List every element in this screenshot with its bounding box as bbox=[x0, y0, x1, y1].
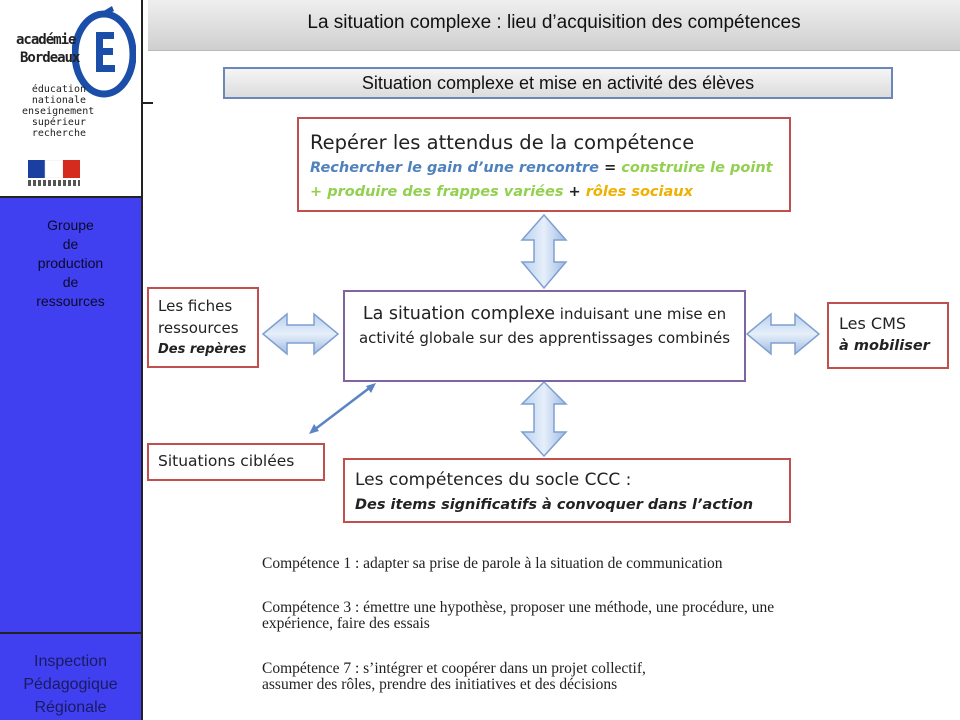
socle-box bbox=[343, 458, 791, 523]
competence-3-line1: Compétence 3 : émettre une hypothèse, proposer une méthode, une procédure, une bbox=[262, 599, 775, 616]
reperer-title: Repérer les attendus de la compétence bbox=[310, 131, 695, 154]
page-title: La situation complexe : lieu d’acquisition des compétences bbox=[307, 12, 801, 33]
group-line: Groupe bbox=[47, 217, 94, 233]
situations-ciblees-box bbox=[147, 443, 325, 481]
cms-box bbox=[827, 302, 949, 369]
section-title: Situation complexe et mise en activité des élèves bbox=[223, 67, 893, 99]
fiches-box bbox=[147, 287, 259, 368]
cms-line1: Les CMS bbox=[839, 314, 907, 333]
reperer-box bbox=[297, 117, 791, 212]
reperer-part1: Rechercher le gain d’une rencontre bbox=[310, 160, 600, 176]
reperer-eq: = bbox=[599, 160, 622, 176]
cms-line2: à mobiliser bbox=[839, 338, 930, 354]
fiches-line3: Des repères bbox=[158, 342, 247, 357]
double-arrow-vertical-bottom-icon bbox=[522, 382, 566, 456]
socle-title: Les compétences du socle CCC : bbox=[355, 470, 632, 490]
group-line: de bbox=[62, 274, 79, 290]
reperer-part2: construire le point + produire des frappes variées bbox=[310, 160, 773, 200]
situation-complexe-box bbox=[343, 290, 746, 382]
competence-3 bbox=[262, 600, 902, 632]
situation-title: La situation complexe bbox=[362, 304, 556, 324]
ciblees-label: Situations ciblées bbox=[158, 452, 295, 470]
reperer-plus: + bbox=[563, 184, 586, 200]
competence-1: Compétence 1 : adapter sa prise de parole à la situation de communication bbox=[262, 555, 723, 572]
competence-7-line2: assumer des rôles, prendre des initiatives et des décisions bbox=[262, 676, 618, 693]
competence-7-line1: Compétence 7 : s’intégrer et coopérer dans un projet collectif, bbox=[262, 660, 646, 677]
double-arrow-left-icon bbox=[263, 314, 338, 354]
situation-rest: induisant une mise en activité globale sur des apprentissages combinés bbox=[358, 305, 731, 347]
inspection-line: Pédagogique bbox=[23, 676, 118, 693]
academie-label: académie bbox=[16, 32, 76, 48]
diagonal-arrow-icon bbox=[309, 383, 376, 434]
bordeaux-label: Bordeaux bbox=[20, 50, 80, 66]
inspection-line: Régionale bbox=[34, 699, 107, 716]
ministry-line: éducation bbox=[31, 84, 86, 95]
ministry-line: recherche bbox=[31, 128, 86, 139]
group-line: de bbox=[62, 236, 79, 252]
group-line: ressources bbox=[36, 293, 105, 309]
ministry-line: nationale bbox=[31, 95, 86, 106]
group-line: production bbox=[37, 255, 104, 271]
inspection-line: Inspection bbox=[34, 653, 107, 670]
reperer-detail bbox=[310, 156, 789, 204]
competence-7 bbox=[262, 661, 902, 693]
double-arrow-right-icon bbox=[747, 314, 819, 354]
ministry-line: enseignement bbox=[22, 106, 95, 117]
double-arrow-vertical-top-icon bbox=[522, 215, 566, 288]
fiches-line1: Les fiches bbox=[158, 297, 233, 315]
socle-sub: Des items significatifs à convoquer dans l’action bbox=[355, 497, 754, 513]
competence-3-line2: expérience, faire des essais bbox=[262, 615, 430, 632]
ministry-line: supérieur bbox=[31, 117, 86, 128]
fiches-line2: ressources bbox=[158, 319, 239, 337]
reperer-part3: rôles sociaux bbox=[585, 184, 693, 200]
